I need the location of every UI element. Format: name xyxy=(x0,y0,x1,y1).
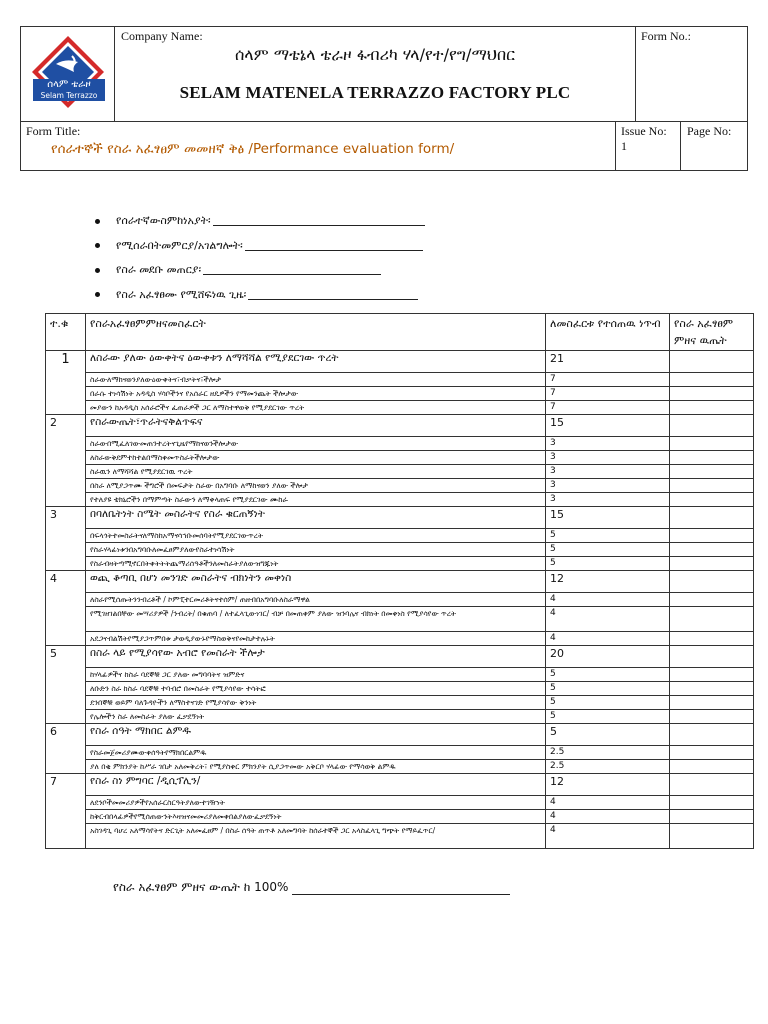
criteria-score-cell[interactable] xyxy=(670,810,754,824)
criteria-text: የስራሃላፊነቱንበአግባቡለመፈፀምያለውየስራተነሳሽነት xyxy=(86,543,546,557)
criteria-points: 3 xyxy=(546,465,670,479)
criteria-points: 5 xyxy=(546,668,670,682)
section-score-cell[interactable] xyxy=(670,724,754,746)
section-title: ለስራው ያለው ዕውቀትና ዕውቀቱን ለማሻሻል የሚያደርገው ጥረት xyxy=(86,351,546,373)
employee-name-field[interactable] xyxy=(95,209,515,234)
company-name-amharic: ሰላም ማቴኔላ ቴራዞ ፋብሪካ ሃላ/የተ/የግ/ማህበር xyxy=(235,45,515,64)
criteria-points: 3 xyxy=(546,479,670,493)
number-cell xyxy=(46,557,86,571)
criteria-row xyxy=(46,710,754,724)
header-score: የስራ አፈፃፀም ምዘና ዉጤት xyxy=(670,314,754,351)
criteria-points: 4 xyxy=(546,607,670,632)
page-no-cell xyxy=(680,121,748,171)
section-points: 15 xyxy=(546,507,670,529)
criteria-points: 7 xyxy=(546,401,670,415)
form-no-cell xyxy=(635,26,748,122)
total-score-label: የስራ አፈፃፀም ምዘና ውጤት ከ 100% xyxy=(113,880,289,894)
criteria-row xyxy=(46,810,754,824)
number-cell xyxy=(46,682,86,696)
criteria-row xyxy=(46,593,754,607)
number-cell xyxy=(46,465,86,479)
criteria-score-cell[interactable] xyxy=(670,710,754,724)
number-cell xyxy=(46,696,86,710)
bullet-icon xyxy=(95,219,100,224)
criteria-points: 2.5 xyxy=(546,760,670,774)
criteria-score-cell[interactable] xyxy=(670,437,754,451)
criteria-points: 5 xyxy=(546,682,670,696)
criteria-text: ስራዉን ለማሻሻል የሚያደርገዉ ጥረት xyxy=(86,465,546,479)
number-cell xyxy=(46,437,86,451)
criteria-score-cell[interactable] xyxy=(670,824,754,849)
criteria-score-cell[interactable] xyxy=(670,493,754,507)
criteria-text: በራሱ ተነሳሽነት አዳዲስ ሃሳቦችንና የአሰራር ዘዴዎችን የማመንጨት ችሎታው xyxy=(86,387,546,401)
number-cell xyxy=(46,479,86,493)
criteria-row xyxy=(46,401,754,415)
fill-line[interactable] xyxy=(213,216,425,226)
criteria-text: ከሃላፊዎችና ከስራ ባደኞቹ ጋር ያለው መግባባትና ዝምድና xyxy=(86,668,546,682)
number-cell xyxy=(46,401,86,415)
criteria-row xyxy=(46,760,754,774)
number-cell xyxy=(46,668,86,682)
company-name-cell xyxy=(114,26,636,122)
criteria-row xyxy=(46,465,754,479)
criteria-text: ያለ በቂ ምክንያት ከሥራ ገበታ አለመቅረት፣ የሚያስቀር ምክንያት ሲያጋጥመው አቅርቦ ሃላፊው የማሳወቅ ልምዱ xyxy=(86,760,546,774)
criteria-text: አስገዳጊ ባሆረ አለማሳየትና ድርጊት አለመፈፀም / በስራ ሰዓት ጠጥቶ አለመግባት ከሰራተኞች ጋር አላስፈላጊ ግጭት የማይፈጥር/ xyxy=(86,824,546,849)
criteria-score-cell[interactable] xyxy=(670,451,754,465)
form-header xyxy=(20,26,748,171)
section-row xyxy=(46,351,754,373)
section-score-cell[interactable] xyxy=(670,774,754,796)
job-title-field[interactable] xyxy=(95,258,515,283)
section-title: የስራ ሰዓት ማክበር ልምዱ xyxy=(86,724,546,746)
criteria-score-cell[interactable] xyxy=(670,401,754,415)
criteria-text: አደጋናብልሽትየሚያጋጥምበቱ ታወዲያውኑየማስወቅናየመከታተሉኑት xyxy=(86,632,546,646)
criteria-row xyxy=(46,451,754,465)
number-cell xyxy=(46,529,86,543)
criteria-points: 5 xyxy=(546,696,670,710)
number-cell xyxy=(46,593,86,607)
section-score-cell[interactable] xyxy=(670,646,754,668)
section-number: 7 xyxy=(46,774,86,796)
criteria-score-cell[interactable] xyxy=(670,543,754,557)
issue-no-label: Issue No: xyxy=(621,124,667,138)
criteria-row xyxy=(46,387,754,401)
criteria-text: ለቡድን ስራ ከስራ ባደኞቹ ተባብሮ በመስራት የሚያሳየው ተሳትፎ xyxy=(86,682,546,696)
issue-no-cell xyxy=(615,121,681,171)
criteria-score-cell[interactable] xyxy=(670,557,754,571)
criteria-row xyxy=(46,746,754,760)
criteria-points: 4 xyxy=(546,810,670,824)
section-points: 12 xyxy=(546,571,670,593)
section-number: 4 xyxy=(46,571,86,593)
number-cell xyxy=(46,824,86,849)
number-cell xyxy=(46,746,86,760)
criteria-text: ደንበኞቹ ወይም ባለጉዳዮችን ለማስተናገድ የሚያሳየው ቅንነት xyxy=(86,696,546,710)
section-points: 5 xyxy=(546,724,670,746)
section-number: 1 xyxy=(46,351,86,373)
criteria-text: መያውን ከአዳዲስ አሰራሮችና ፈጠራዎች ጋር ለማስተዋወቅ የሚያደርገው ጥረት xyxy=(86,401,546,415)
section-row xyxy=(46,774,754,796)
criteria-row xyxy=(46,696,754,710)
criteria-text: ስራውለማከናወንያለውዕውቀትና፣ብቃትና፣ችሎታ xyxy=(86,373,546,387)
criteria-text: በፍላጎትተመስራትናለማስከአማናሳኅቡመሰባትየሚያደርገውጥረት xyxy=(86,529,546,543)
field-label: የስራ መደቡ መጠርያ፡ xyxy=(116,263,202,277)
fill-line[interactable] xyxy=(203,265,381,275)
form-title: የሰራተኞች የስራ አፈፃፀም መመዘኛ ቅፅ /Performance evaluation form/ xyxy=(51,141,455,157)
total-score-field[interactable] xyxy=(113,880,510,895)
criteria-score-cell[interactable] xyxy=(670,760,754,774)
page-no-label: Page No: xyxy=(687,124,732,138)
criteria-points: 4 xyxy=(546,632,670,646)
section-row xyxy=(46,724,754,746)
criteria-score-cell[interactable] xyxy=(670,668,754,682)
section-points: 21 xyxy=(546,351,670,373)
company-name-label: Company Name: xyxy=(121,29,203,43)
criteria-score-cell[interactable] xyxy=(670,796,754,810)
number-cell xyxy=(46,607,86,632)
criteria-score-cell[interactable] xyxy=(670,387,754,401)
section-title: የስራውጤት፣ጥራትናቅልጥፍና xyxy=(86,415,546,437)
section-row xyxy=(46,415,754,437)
criteria-score-cell[interactable] xyxy=(670,593,754,607)
criteria-row xyxy=(46,796,754,810)
criteria-score-cell[interactable] xyxy=(670,746,754,760)
bullet-icon xyxy=(95,268,100,273)
number-cell xyxy=(46,373,86,387)
section-row xyxy=(46,571,754,593)
fill-line[interactable] xyxy=(245,241,423,251)
section-title: በባለቤትነት ስሜት መስራትና የስራ ቁርጠኝነት xyxy=(86,507,546,529)
criteria-row xyxy=(46,632,754,646)
section-score-cell[interactable] xyxy=(670,351,754,373)
number-cell xyxy=(46,543,86,557)
criteria-text: የስራብዛትጣሚኖርበትቀትትትጨማሪሰዓቶችንለመስራትያለውዝግጁነት xyxy=(86,557,546,571)
criteria-row xyxy=(46,543,754,557)
criteria-row xyxy=(46,824,754,849)
criteria-text: ከቅርብበላፊዎችየሚሰጠውንትእዛዝናመመሪያለመቀበልያለውፈቃደኝነት xyxy=(86,810,546,824)
criteria-row xyxy=(46,668,754,682)
criteria-text: የሌሎችን ስራ ለመስራት ያለው ፈቃደኝነት xyxy=(86,710,546,724)
section-score-cell[interactable] xyxy=(670,571,754,593)
criteria-score-cell[interactable] xyxy=(670,479,754,493)
employee-info-fields xyxy=(95,209,515,307)
form-no-label: Form No.: xyxy=(641,29,692,43)
number-cell xyxy=(46,710,86,724)
section-number: 5 xyxy=(46,646,86,668)
field-label: የሚሰራበትመምርያ/አገልግሎት፡ xyxy=(116,238,243,252)
number-cell xyxy=(46,810,86,824)
criteria-text: በስራ ለሚያጋጥሙ ችግሮች በመፍታት ስራው በአግባቡ ለማከናወን ያለው ችሎታ xyxy=(86,479,546,493)
issue-no-value: 1 xyxy=(621,139,627,153)
section-number: 3 xyxy=(46,507,86,529)
criteria-score-cell[interactable] xyxy=(670,682,754,696)
section-number: 2 xyxy=(46,415,86,437)
criteria-text: ለስራውቅደምተከተልበማስቀመጥስራትችሎታው xyxy=(86,451,546,465)
total-score-line[interactable] xyxy=(292,883,510,895)
criteria-row xyxy=(46,493,754,507)
criteria-points: 4 xyxy=(546,796,670,810)
section-row xyxy=(46,646,754,668)
criteria-text: የተለያዩ ቴክኒሮችን በማምጣት ስራውን ለማቀላጠፍ የሚያደርገው ሙከራ xyxy=(86,493,546,507)
criteria-text: የስራመጀመሪያሙውቀሰዓትየማክበርልምዱ xyxy=(86,746,546,760)
header-criteria: የስራአፈፃፀምምዘናመስፈርት xyxy=(86,314,546,351)
criteria-row xyxy=(46,682,754,696)
number-cell xyxy=(46,760,86,774)
section-score-cell[interactable] xyxy=(670,507,754,529)
criteria-text: ለደንቦችመመሪያዎችየአሰራርስርዓትያለውተገዥነት xyxy=(86,796,546,810)
criteria-points: 3 xyxy=(546,493,670,507)
criteria-points: 2.5 xyxy=(546,746,670,760)
criteria-text: ለስራየሚሰጡትንንብረቶች / ኮምፒተርመሪቶትናተሰም/ ጠዘብበአግባቡለስራማዋል xyxy=(86,593,546,607)
criteria-row xyxy=(46,607,754,632)
criteria-score-cell[interactable] xyxy=(670,465,754,479)
form-title-label: Form Title: xyxy=(26,124,81,138)
criteria-points: 3 xyxy=(546,437,670,451)
criteria-points: 5 xyxy=(546,557,670,571)
criteria-text: የሚገዘገልበቸው መሣሪያዎች /ንብረት/ በቁጠባ / ለተፈላጊውነገር/ ብቻ በመጠቀም ያለው ዝንባሌና ብክነት በመቀነስ የሚያሳየው ጥረት xyxy=(86,607,546,632)
evaluation-period-field[interactable] xyxy=(95,283,515,308)
logo-text: ሰላም ቴራዞ Selam Terrazzo xyxy=(33,79,105,101)
criteria-row xyxy=(46,373,754,387)
criteria-points: 3 xyxy=(546,451,670,465)
number-cell xyxy=(46,451,86,465)
fill-line[interactable] xyxy=(248,290,418,300)
criteria-score-cell[interactable] xyxy=(670,632,754,646)
section-points: 20 xyxy=(546,646,670,668)
criteria-text: ስራውበሚፈለገውመጠንተረትናጊዜየማከናወንችሎታው xyxy=(86,437,546,451)
section-title: ወጪ ቆጣቢ በሆነ መንገድ መስራትና ብክነትን መቀነስ xyxy=(86,571,546,593)
logo-cell xyxy=(20,26,115,122)
bullet-icon xyxy=(95,292,100,297)
section-points: 15 xyxy=(546,415,670,437)
criteria-score-cell[interactable] xyxy=(670,529,754,543)
section-title: በስራ ላይ የሚያሳየው አብሮ የመስራት ችሎታ xyxy=(86,646,546,668)
header-points: ለመስፈርቱ የተሰጠዉ ነጥብ xyxy=(546,314,670,351)
criteria-score-cell[interactable] xyxy=(670,607,754,632)
criteria-points: 5 xyxy=(546,529,670,543)
company-name-english: SELAM MATENELA TERRAZZO FACTORY PLC xyxy=(179,83,571,102)
number-cell xyxy=(46,387,86,401)
section-score-cell[interactable] xyxy=(670,415,754,437)
criteria-row xyxy=(46,557,754,571)
section-points: 12 xyxy=(546,774,670,796)
criteria-row xyxy=(46,437,754,451)
evaluation-table xyxy=(45,313,754,849)
form-title-cell xyxy=(20,121,616,171)
section-row xyxy=(46,507,754,529)
field-label: የስራ አፈፃፀሙ የሚሸፍነዉ ጊዜ፡ xyxy=(116,287,247,301)
company-logo-icon xyxy=(28,34,108,114)
criteria-points: 7 xyxy=(546,387,670,401)
department-field[interactable] xyxy=(95,234,515,259)
criteria-score-cell[interactable] xyxy=(670,373,754,387)
criteria-points: 4 xyxy=(546,593,670,607)
table-header-row xyxy=(46,314,754,351)
criteria-points: 7 xyxy=(546,373,670,387)
header-number: ተ.ቁ xyxy=(46,314,86,351)
bullet-icon xyxy=(95,243,100,248)
criteria-points: 4 xyxy=(546,824,670,849)
number-cell xyxy=(46,632,86,646)
criteria-score-cell[interactable] xyxy=(670,696,754,710)
criteria-points: 5 xyxy=(546,710,670,724)
field-label: የሰራተኛውስምከነአያት፡ xyxy=(116,214,211,228)
criteria-row xyxy=(46,479,754,493)
criteria-row xyxy=(46,529,754,543)
criteria-points: 5 xyxy=(546,543,670,557)
number-cell xyxy=(46,796,86,810)
section-title: የስራ ስነ ምግባር /ዲሲፕሊን/ xyxy=(86,774,546,796)
section-number: 6 xyxy=(46,724,86,746)
number-cell xyxy=(46,493,86,507)
